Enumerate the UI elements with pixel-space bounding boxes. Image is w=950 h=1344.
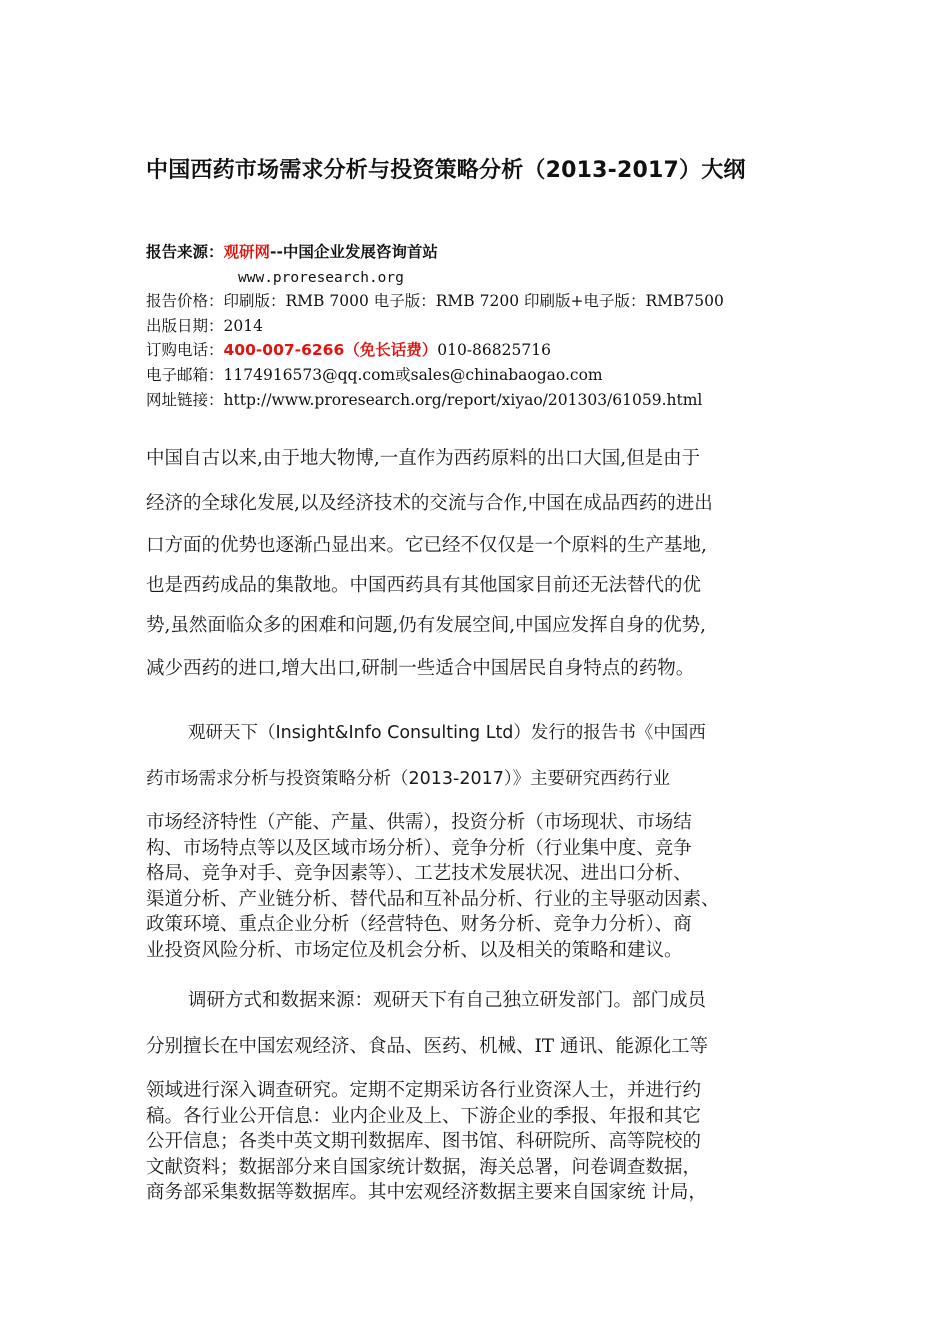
paragraph-line: 口方面的优势也逐渐凸显出来。它已经不仅仅是一个原料的生产基地, [146, 535, 707, 556]
phone-row [146, 338, 846, 363]
intro-paragraph [146, 436, 808, 691]
phone-free-number: 400-007-6266（免长话费） [223, 341, 438, 360]
paragraph-line: 领域进行深入调查研究。定期不定期采访各行业资深人士，并进行约 [146, 1080, 702, 1101]
date-row [146, 314, 846, 339]
email-row [146, 363, 846, 388]
date-label: 出版日期： [146, 316, 224, 335]
source-row [146, 240, 846, 265]
source-description: --中国企业发展咨询首站 [270, 243, 438, 261]
paragraph-line: 文献资料；数据部分来自国家统计数据，海关总署，问卷调查数据， [146, 1156, 702, 1178]
report-info-block [146, 240, 846, 412]
paragraph-line: 业投资风险分析、市场定位及机会分析、以及相关的策略和建议。 [146, 939, 683, 961]
research-scope-paragraph [146, 710, 808, 964]
paragraph-line: 格局、竞争对手、竞争因素等）、工艺技术发展状况、进出口分析、 [146, 863, 692, 885]
paragraph-line: 稿。各行业公开信息：业内企业及上、下游企业的季报、年报和其它 [146, 1105, 702, 1127]
paragraph-line: 减少西药的进口,增大出口,研制一些适合中国居民自身特点的药物。 [146, 658, 695, 679]
price-label: 报告价格： [146, 292, 224, 311]
paragraph-line: 市场经济特性（产能、产量、供需），投资分析（市场现状、市场结 [146, 812, 692, 833]
paragraph-line: 商务部采集数据等数据库。其中宏观经济数据主要来自国家统 计局， [146, 1182, 707, 1204]
paragraph-line: 势,虽然面临众多的困难和问题,仍有发展空间,中国应发挥自身的优势, [146, 615, 707, 636]
paragraph-line: 调研方式和数据来源：观研天下有自己独立研发部门。部门成员 [188, 990, 707, 1011]
paragraph-line: 药市场需求分析与投资策略分析（2013-2017）》主要研究西药行业 [146, 769, 671, 789]
email-value[interactable]: 1174916573@qq.com或sales@chinabaogao.com [223, 365, 603, 384]
source-url-row [146, 265, 846, 290]
source-label: 报告来源： [146, 243, 224, 261]
document-title: 中国西药市场需求分析与投资策略分析（2013-2017）大纲 [146, 158, 746, 183]
paragraph-line: 经济的全球化发展,以及经济技术的交流与合作,中国在成品西药的进出 [146, 493, 713, 514]
paragraph-line: 也是西药成品的集散地。中国西药具有其他国家目前还无法替代的优 [146, 575, 702, 596]
phone-label: 订购电话： [146, 341, 224, 360]
source-name-link[interactable]: 观研网 [223, 243, 271, 261]
date-value: 2014 [223, 316, 263, 335]
paragraph-line: 构、市场特点等以及区域市场分析）、竞争分析（行业集中度、竞争 [146, 837, 692, 859]
price-row [146, 289, 846, 314]
paragraph-line: 渠道分析、产业链分析、替代品和互补品分析、行业的主导驱动因素、 [146, 888, 720, 910]
methodology-paragraph [146, 978, 808, 1206]
email-label: 电子邮箱： [146, 365, 224, 384]
paragraph-line: 分别擅长在中国宏观经济、食品、医药、机械、IT 通讯、能源化工等 [146, 1036, 709, 1057]
price-value: 印刷版：RMB 7000 电子版：RMB 7200 印刷版+电子版：RMB7500 [223, 292, 724, 311]
url-row [146, 388, 846, 413]
paragraph-line: 中国自古以来,由于地大物博,一直作为西药原料的出口大国,但是由于 [146, 448, 701, 469]
source-url-link[interactable]: www.proresearch.org [238, 269, 404, 286]
phone-other-number: 010-86825716 [437, 341, 551, 360]
report-url-link[interactable]: http://www.proresearch.org/report/xiyao/201303/61059.html [223, 390, 703, 409]
paragraph-line: 政策环境、重点企业分析（经营特色、财务分析、竞争力分析）、商 [146, 914, 692, 936]
url-label: 网址链接： [146, 390, 224, 409]
paragraph-line: 公开信息；各类中英文期刊数据库、图书馆、科研院所、高等院校的 [146, 1131, 702, 1153]
paragraph-line: 观研天下（Insight&Info Consulting Ltd）发行的报告书《中国西 [188, 723, 706, 743]
